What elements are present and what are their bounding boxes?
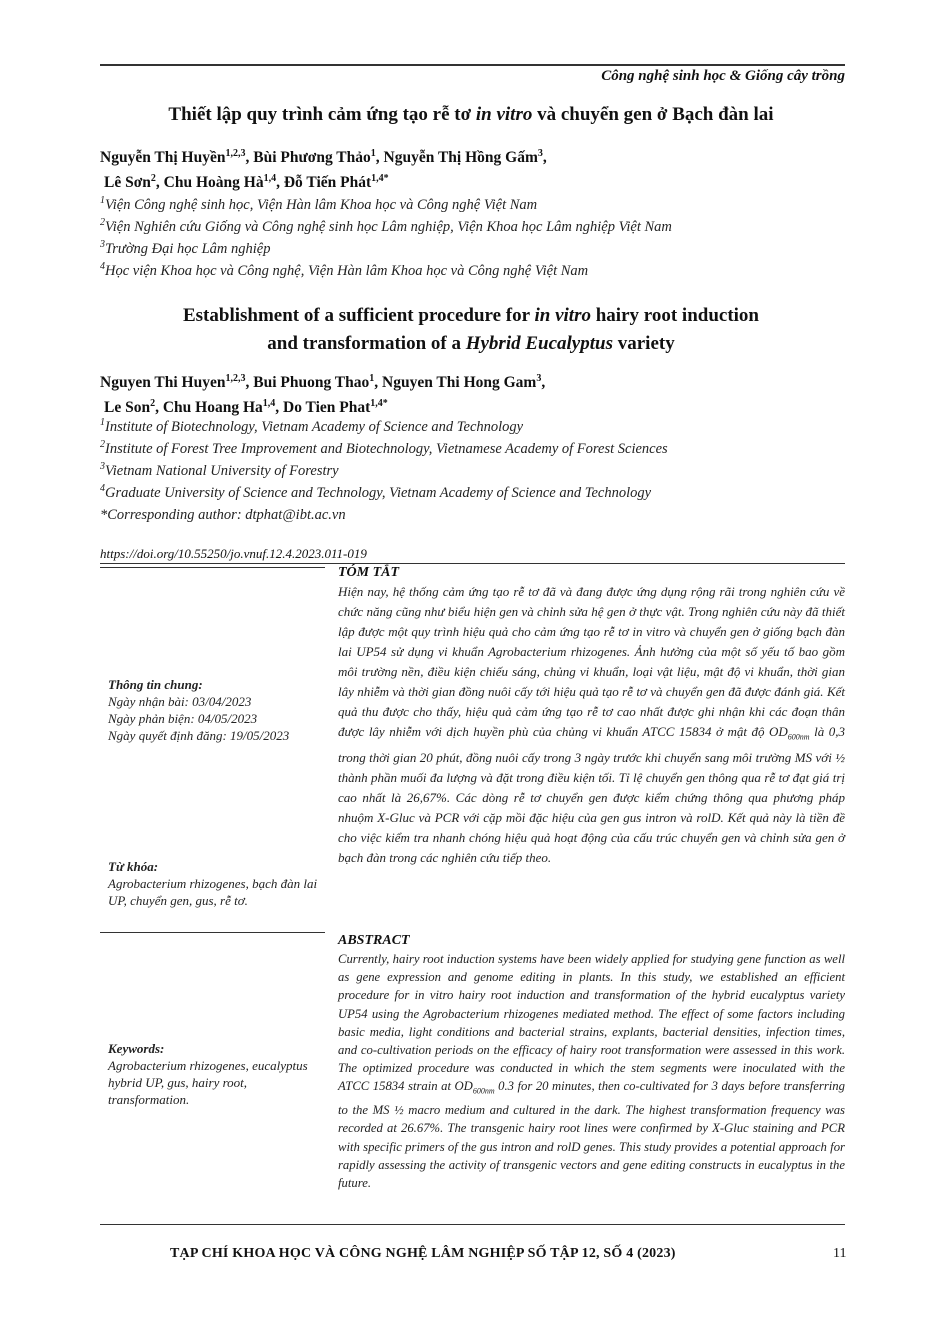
info-label: Thông tin chung: [108, 677, 203, 692]
keywords-en [108, 1040, 323, 1108]
header-rule [100, 64, 845, 66]
en-title-line2: and transformation of a Hybrid Eucalyptus variety [267, 333, 675, 354]
accepted-date: Ngày quyết định đăng: 19/05/2023 [108, 728, 290, 743]
vi-affiliation: $^4$Học viện Khoa học và Công nghệ, Viện Hàn lâm Khoa học và Công nghệ Việt Nam [100, 261, 589, 279]
keywords-vi-text: Agrobacterium rhizogenes, bạch đàn lai UP, chuyển gen, gus, rễ tơ. [108, 876, 318, 908]
vi-affiliation: $^1$Viện Công nghệ sinh học, Viện Hàn lâm Khoa học và Công nghệ Việt Nam [100, 195, 538, 213]
reviewed-date: Ngày phản biện: 04/05/2023 [108, 711, 258, 726]
en-affiliation: $^2$Institute of Forest Tree Improvement and Biotechnology, Vietnamese Academy of Forest Sciences [100, 439, 668, 457]
en-affiliation: $^1$Institute of Biotechnology, Vietnam Academy of Science and Technology [100, 417, 524, 435]
vi-authors-line2: Lê Sơn$^2$, Chu Hoàng Hà$^{1,4}$, Đỗ Tiến Phát$^{1,4*}$ [104, 172, 389, 191]
received-date: Ngày nhận bài: 03/04/2023 [108, 694, 252, 709]
en-affiliation: $^4$Graduate University of Science and Technology, Vietnam Academy of Science and Technology [100, 483, 652, 501]
abstract-heading: ABSTRACT [338, 933, 410, 948]
keywords-en-text: Agrobacterium rhizogenes, eucalyptus hybrid UP, gus, hairy root, transformation. [108, 1058, 308, 1107]
vi-affiliation: $^3$Trường Đại học Lâm nghiệp [100, 239, 271, 257]
doi-link[interactable]: https://doi.org/10.55250/jo.vnuf.12.4.2023.011-019 [100, 546, 367, 561]
abstract-body: Currently, hairy root induction systems have been widely applied for studying gene function as well as gene expression and genome editing in plants. In this study, we established an efficient procedure for in vitro hairy root induction and transformation of the hybrid eucalyptus variety UP54 using the Agrobacterium rhizogenes mediated method. The effect of some factors including basic media, light conditions and bacterial strains, explants, bacterial densities, infection times, and co-cultivation periods on the efficacy of hairy root transformation were assessed in this work. The optimized procedure was conducted in which the stem segments were inoculated with the ATCC 15834 strain at $OD_{600nm}$ 0.3 for 20 minutes, then co-cultivated for 3 days before transferring to the MS ½ macro medium and cultured in the dark. The highest transformation frequency was recorded at 26.67%. The transgenic hairy root lines were confirmed by X-Gluc staining and PCR with specific primers of the gus intron and rolD genes. This study provides a potential approach for rapidly assessing the activity of transgenic vectors and gene editing constructs in eucalyptus in the future. [338, 952, 845, 1190]
sidebar-rule [100, 567, 325, 568]
keywords-en-label: Keywords: [108, 1041, 165, 1056]
section-label: Công nghệ sinh học & Giống cây trồng [601, 68, 845, 84]
page-number: 11 [833, 1246, 847, 1261]
doi-rule [100, 563, 845, 564]
article-info [108, 676, 323, 744]
vi-authors-line1: Nguyễn Thị Huyền$^{1,2,3}$, Bùi Phương Thảo$^1$, Nguyễn Thị Hồng Gấm$^3$, [100, 147, 547, 166]
bottom-rule [100, 1224, 845, 1225]
keywords-vi [108, 858, 323, 909]
en-affiliation: $^3$Vietnam National University of Forestry [100, 461, 339, 479]
vi-title: Thiết lập quy trình cảm ứng tạo rễ tơ in vitro và chuyển gen ở Bạch đàn lai [168, 104, 774, 125]
vi-affiliation: $^2$Viện Nghiên cứu Giống và Công nghệ sinh học Lâm nghiệp, Viện Khoa học Lâm nghiệp Việt Nam [100, 217, 672, 235]
journal-footer: TẠP CHÍ KHOA HỌC VÀ CÔNG NGHỆ LÂM NGHIỆP SỐ TẬP 12, SỐ 4 (2023) [170, 1246, 676, 1261]
en-authors-line2: Le Son$^2$, Chu Hoang Ha$^{1,4}$, Do Tien Phat$^{1,4*}$ [104, 397, 388, 416]
keywords-vi-label: Từ khóa: [108, 859, 159, 874]
en-authors-line1: Nguyen Thi Huyen$^{1,2,3}$, Bui Phuong Thao$^1$, Nguyen Thi Hong Gam$^3$, [100, 372, 546, 391]
en-title-line1: Establishment of a sufficient procedure for in vitro hairy root induction [182, 305, 759, 326]
corresponding-author: *Corresponding author: dtphat@ibt.ac.vn [100, 507, 346, 523]
sidebar-divider [100, 932, 325, 933]
tom-tat-heading: TÓM TẮT [338, 565, 400, 580]
tom-tat-body: Hiện nay, hệ thống cảm ứng tạo rễ tơ đã và đang được ứng dụng rộng rãi trong nghiên cứu về chức năng cũng như biểu hiện gen và chỉnh sửa hệ gen ở thực vật. Trong nghiên cứu này đã thiết lập được một quy trình hiệu quả cho cảm ứng tạo rễ tơ in vitro và chuyển gen ở giống bạch đàn lai UP54 sử dụng vi khuẩn Agrobacterium rhizogenes. Ảnh hưởng của một số yếu tố bao gồm môi trường nền, điều kiện chiếu sáng, chủng vi khuẩn, loại vật liệu, mật độ vi khuẩn, thời gian lây nhiễm và thời gian đồng nuôi cấy tới hiệu quả tạo rễ tơ và chuyển gen đã được đánh giá. Kết quả thu được cho thấy, hiệu quả cảm ứng tạo rễ tơ cao nhất được ghi nhận khi các đoạn thân được lây nhiễm với dịch huyền phù của chủng vi khuẩn ATCC 15834 ở mật độ $OD_{600nm}$ là 0,3 trong thời gian 20 phút, đồng nuôi cấy trong 3 ngày trước khi chuyển sang môi trường MS với ½ thành phần muối đa lượng và đặt trong điều kiện tối. Tỉ lệ chuyển gen thông qua rễ tơ đạt giá trị cao nhất là 26,67%. Các dòng rễ tơ chuyển gen được kiểm chứng thông qua phương pháp nhuộm X-Gluc và PCR với cặp mồi đặc hiệu của gen gus intron và rolD. Kết quả này là tiền đề cho việc kiểm tra nhanh chóng hiệu quả hoạt động của cấu trúc chuyển gen và chỉnh sửa gen ở bạch đàn trong các nghiên cứu tiếp theo. [338, 584, 845, 865]
